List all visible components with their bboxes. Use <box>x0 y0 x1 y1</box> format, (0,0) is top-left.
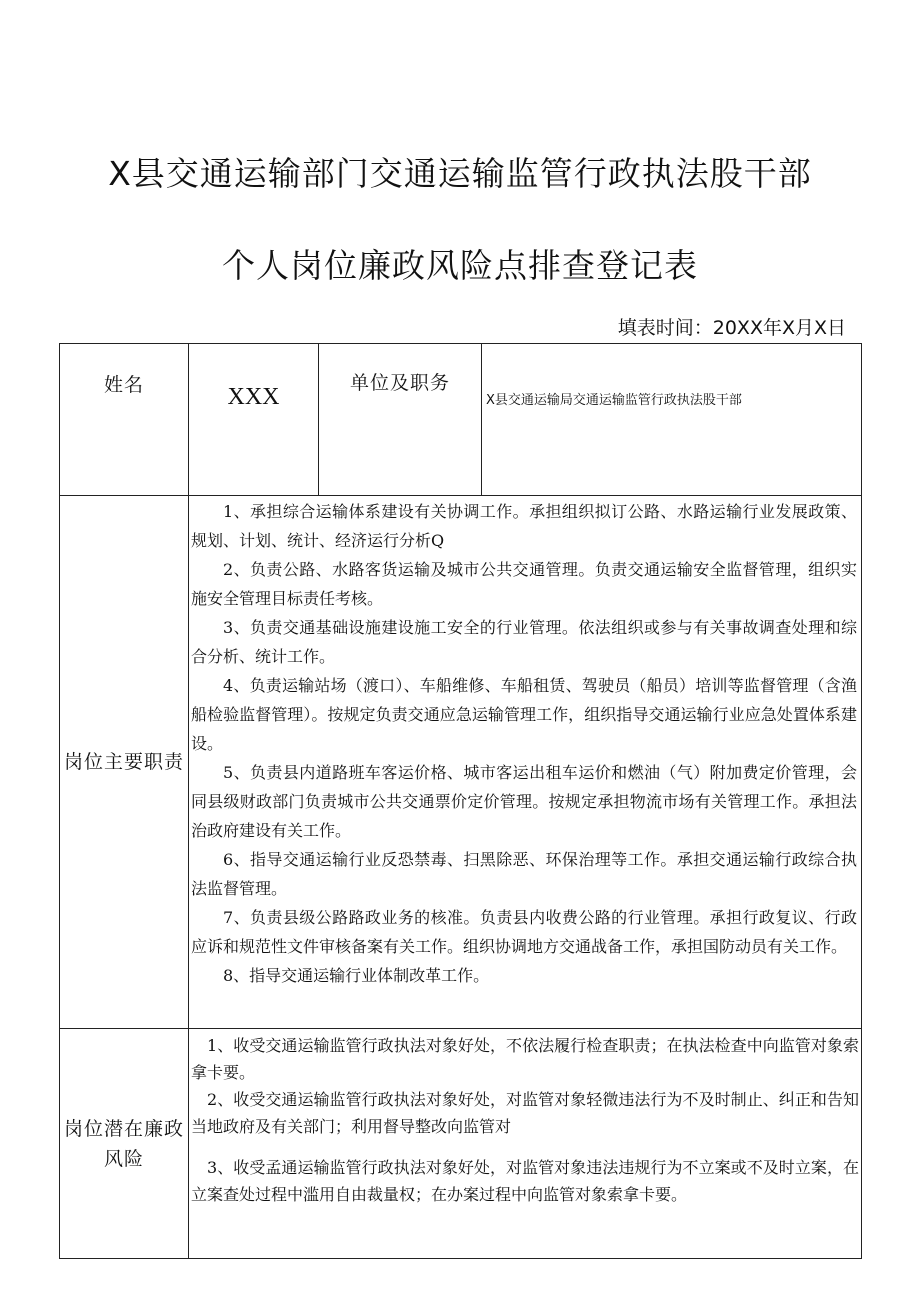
duties-label: 岗位主要职责 <box>60 496 189 1029</box>
name-value: XXX <box>189 344 319 496</box>
risk-item: 2、收受交通运输监管行政执法对象好处，对监管对象轻微违法行为不及时制止、纠正和告知当地政府及有关部门；利用督导整改向监管对 <box>191 1090 859 1136</box>
risk-content <box>189 1029 862 1259</box>
risk-item: 3、收受孟通运输监管行政执法对象好处，对监管对象违法违规行为不立案或不及时立案，在立案查处过程中滥用自由裁量权；在办案过程中向监管对象索拿卡要。 <box>191 1158 859 1204</box>
unit-position-label: 单位及职务 <box>319 344 482 496</box>
duty-item: 5、负责县内道路班车客运价格、城市客运出租车运价和燃油（气）附加费定价管理，会同县级财政部门负责城市公共交通票价定价管理。按规定承担物流市场有关管理工作。承担法治政府建设有关工作。 <box>191 763 857 840</box>
risk-label: 岗位潜在廉政风险 <box>60 1029 189 1259</box>
duty-item: 8、指导交通运输行业体制改革工作。 <box>223 966 490 985</box>
duties-content <box>189 496 862 1029</box>
table-row-header-info <box>60 344 862 496</box>
risk-registration-table <box>59 343 862 1259</box>
document-title-line-2: 个人岗位廉政风险点排查登记表 <box>222 246 698 285</box>
duty-item: 7、负责县级公路路政业务的核准。负责县内收费公路的行业管理。承担行政复议、行政应诉和规范性文件审核备案有关工作。组织协调地方交通战备工作，承担国防动员有关工作。 <box>191 908 857 956</box>
unit-position-value: X县交通运输局交通运输监管行政执法股干部 <box>482 344 862 496</box>
table-row-risks <box>60 1029 862 1259</box>
name-label: 姓名 <box>60 344 189 496</box>
risk-item: 1、收受交通运输监管行政执法对象好处，不依法履行检查职责；在执法检查中向监管对象索拿卡要。 <box>191 1036 859 1082</box>
fill-date: 填表时间：20XX年X月X日 <box>617 317 846 339</box>
duty-item: 6、指导交通运输行业反恐禁毒、扫黑除恶、环保治理等工作。承担交通运输行政综合执法监督管理。 <box>191 850 857 898</box>
duty-item: 2、负责公路、水路客货运输及城市公共交通管理。负责交通运输安全监督管理，组织实施安全管理目标责任考核。 <box>191 560 857 608</box>
duty-item: 3、负责交通基础设施建设施工安全的行业管理。依法组织或参与有关事故调查处理和综合分析、统计工作。 <box>191 618 857 666</box>
table-row-duties <box>60 496 862 1029</box>
duty-item: 4、负责运输站场（渡口）、车船维修、车船租赁、驾驶员（船员）培训等监督管理（含渔船检验监督管理）。按规定负责交通应急运输管理工作，组织指导交通运输行业应急处置体系建设。 <box>191 676 857 753</box>
document-title-line-1: X县交通运输部门交通运输监管行政执法股干部 <box>108 154 812 193</box>
duty-item: 1、承担综合运输体系建设有关协调工作。承担组织拟订公路、水路运输行业发展政策、规划、计划、统计、经济运行分析Q <box>191 502 857 550</box>
